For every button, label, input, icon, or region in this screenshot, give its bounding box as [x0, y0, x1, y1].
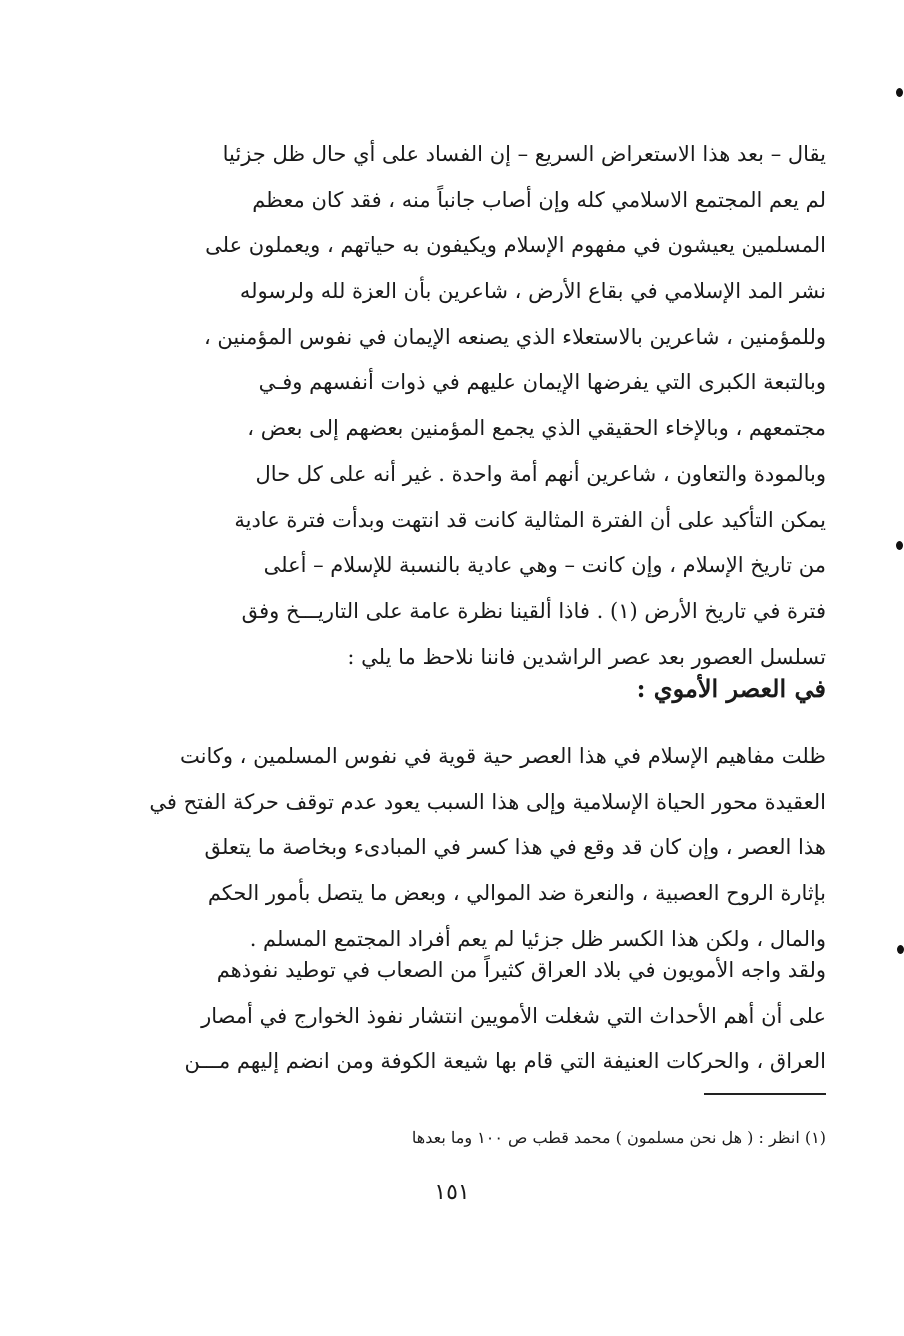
- paragraph-iraq: [126, 948, 826, 1085]
- text-line: وللمؤمنين ، شاعرين بالاستعلاء الذي يصنعه الإيمان في نفوس المؤمنين ،: [203, 324, 826, 349]
- text-line: نشر المد الإسلامي في بقاع الأرض ، شاعرين بأن العزة لله ولرسوله: [239, 279, 826, 304]
- scan-edge-mark: [897, 945, 904, 954]
- text-line: العقيدة محور الحياة الإسلامية وإلى هذا السبب يعود عدم توقف حركة الفتح في: [149, 789, 826, 814]
- paragraph-umayyad: [126, 734, 826, 962]
- text-line: يمكن التأكيد على أن الفترة المثالية كانت قد انتهت وبدأت فترة عادية: [234, 507, 826, 532]
- text-line: يقال – بعد هذا الاستعراض السريع – إن الفساد على أي حال ظل جزئيا: [222, 142, 826, 166]
- page-number: ١٥١: [434, 1180, 470, 1205]
- text-line: ولقد واجه الأمويون في بلاد العراق كثيراً من الصعاب في توطيد نفوذهم: [216, 958, 826, 982]
- text-line: لم يعم المجتمع الاسلامي كله وإن أصاب جانباً منه ، فقد كان معظم: [252, 187, 826, 212]
- text-line: ظلت مفاهيم الإسلام في هذا العصر حية قوية في نفوس المسلمين ، وكانت: [180, 744, 826, 768]
- text-line: فترة في تاريخ الأرض (١) . فاذا ألقينا نظرة عامة على التاريـــخ وفق: [241, 598, 826, 623]
- scan-edge-mark: [896, 88, 903, 97]
- section-heading: في العصر الأموي :: [636, 674, 826, 703]
- text-line: تسلسل العصور بعد عصر الراشدين فاننا نلاحظ ما يلي :: [347, 644, 826, 669]
- text-line: هذا العصر ، وإن كان قد وقع في هذا كسر في المبادىء وبخاصة ما يتعلق: [204, 835, 826, 860]
- text-line: وبالمودة والتعاون ، شاعرين أنهم أمة واحدة . غير أنه على كل حال: [255, 461, 826, 486]
- text-line: من تاريخ الإسلام ، وإن كانت – وهي عادية بالنسبة للإسلام – أعلى: [263, 553, 826, 578]
- text-line: بإثارة الروح العصبية ، والنعرة ضد الموالي ، وبعض ما يتصل بأمور الحكم: [207, 881, 826, 906]
- footnote-divider: [704, 1093, 826, 1095]
- text-line: والمال ، ولكن هذا الكسر ظل جزئيا لم يعم أفراد المجتمع المسلم .: [249, 926, 826, 951]
- text-line: مجتمعهم ، وبالإخاء الحقيقي الذي يجمع المؤمنين بعضهم إلى بعض ،: [247, 416, 826, 441]
- paragraph-intro: [126, 132, 826, 680]
- text-line: العراق ، والحركات العنيفة التي قام بها شيعة الكوفة ومن انضم إليهم مـــن: [184, 1049, 826, 1074]
- text-line: وبالتبعة الكبرى التي يفرضها الإيمان عليهم في ذوات أنفسهم وفـي: [258, 370, 826, 395]
- footnote: (١) انظر : ( هل نحن مسلمون ) محمد قطب ص ١٠٠ وما بعدها: [411, 1128, 826, 1147]
- text-line: المسلمين يعيشون في مفهوم الإسلام ويكيفون به حياتهم ، ويعملون على: [205, 233, 826, 258]
- text-line: على أن أهم الأحداث التي شغلت الأمويين انتشار نفوذ الخوارج في أمصار: [201, 1003, 826, 1028]
- scan-edge-mark: [896, 541, 903, 550]
